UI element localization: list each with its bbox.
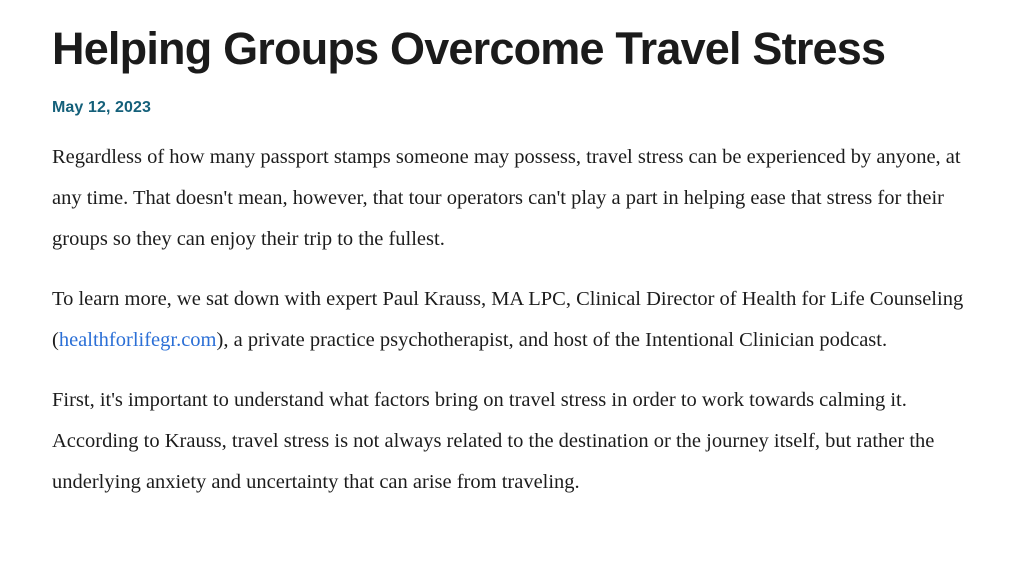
article-paragraph-1: Regardless of how many passport stamps someone may possess, travel stress can be experienced by anyone, at any time. That doesn't mean, however, that tour operators can't play a part in helping ease that stress for their groups so they can enjoy their trip to the fullest. xyxy=(52,146,961,251)
paragraph-2-text-after-link: ), a private practice psychotherapist, and host of the Intentional Clinician podcast. xyxy=(216,329,888,352)
article-body xyxy=(52,137,972,503)
article-paragraph-3: First, it's important to understand what factors bring on travel stress in order to work towards calming it. According to Krauss, travel stress is not always related to the destination or the journey itself, but rather the underlying anxiety and uncertainty that can arise from traveling. xyxy=(52,389,935,494)
page-title: Helping Groups Overcome Travel Stress xyxy=(52,23,886,74)
article-publish-date: May 12, 2023 xyxy=(52,99,152,117)
paragraph-2-text-before-link: To learn more, we sat down with expert Paul Krauss, MA LPC, Clinical Director of Health for Life Counseling ( xyxy=(52,288,964,352)
article-paragraph-2 xyxy=(52,279,972,361)
healthforlifegr-link[interactable]: healthforlifegr.com xyxy=(58,329,217,352)
